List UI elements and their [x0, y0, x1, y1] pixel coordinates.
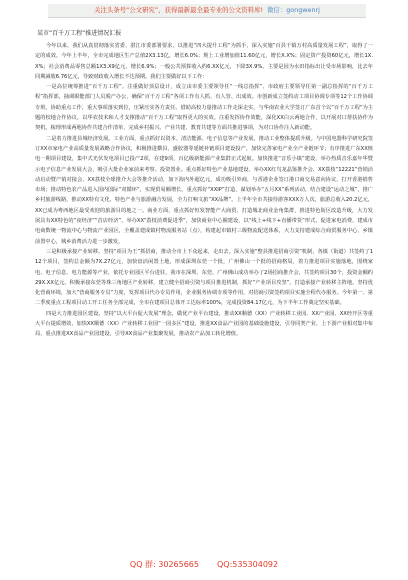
footer-contact	[0, 558, 408, 572]
follow-notice: 关注头条号“公文研究”，获得最新最全最专业的公文资料库!	[94, 6, 264, 14]
paragraph-high-level-coordination: 一是高位统筹推进“百千万工程”。注重做好顶层设计，成立由市委主要领导任“一线总指挥”、市政府主要领导任第一副总指挥的“百千万工程”指挥部，抽调职能部门人员脱产办公，确保“百千万工程”各项工作有人抓、有人管、出成效。市创新成立签约动工项目协调专项等12个工作协调专班，协助重点工作，重大事项落实到位，压紧压实各方责任。借助高校力量推动工作走深走实，与华南农业大学签订广东首个以“百千万工程”为主题的校地合作协议，以华农技术和人才支撑推动“百千万工程”取得更大的实效。注重发挥协作效能，深化XX白云两地合作，以开展对口帮扶协作为契机，梳理形成两地协作共建合作清单，完成乡村振兴、产业共建、教育共建等方面共推进事项，为对口协作注入新动能。	[35, 84, 373, 132]
wechat-id: 微信：gongwenrj	[267, 6, 320, 14]
paragraph-park-construction: 四是大力推进园区建设。坚持“以大平台促大发展”理念，做优产业平台建设，推动XX顺德（XX）产业转移工业园、XX产业园、XX经开区等重大平台提质增效，加快XX顺德（XX）产业转移工业园“一园多区”建设，推进XX食品产业园的基础设施建设，引导同类产业、上下游产业相对集中布局，重点推进XX食品产业园建设，引导XX食品产业集聚发展，推动农产品加工转化增值。	[35, 310, 373, 338]
document-body	[35, 29, 373, 547]
top-banner	[48, 4, 366, 18]
qq-group-number: QQ 群: 30265665	[129, 560, 199, 569]
qq-number: QQ:535304092	[216, 560, 279, 569]
paragraph-county-economy: 二是着力推进县城经济发展。工业方面，重点抓好以资本、清洁能源、电子信息等产业发展，推动工业整体提质升级。与中国电器科学研究院签订XX市家电产业高质量发展战略合作协议，积极推进横县、盛胶器等延链补链项目建设投产，加快完善家电产业全产业链环节；有序推进广东XX核电一期项目建设，集中式光伏发电项目已投产2项，在建9项，百亿级新能源产业集群正式起航。加快推进“音乐小镇”建设，举办热质音乐嘉年华暨示电子信息产业发展大会，吸引大批企业家前来考察、投资置业。重点抓好特色产业基地建设，举办XX红鸟龙晶鉴推介会、XX荔枝“12221”营销活动启动暨产销对接会、XX荔枝全球推介大会等推介活动，加下海内外超亿元，成功吸引外商，与香港企业签订港口商交易意向协议，打开香港销售市场；推动特色农产品进入国内国际“双循环”，实现贸易额增长。重点抓好“XXIP”打造，谋划举办“五月XX”系列活动，结合建设“运动之城”，推广乡村旅游线路，推动XX特有文化、特色产业与旅游融合发展，全力打响文旅“XX品牌”。上半年全市共接待游客XXX万人次，旅游总收入20.2亿元，XX已成为粤西地区最受欢迎的旅游目的地之一。商业方面，重点抓好恒发智能产大商贸、打造城北商业金角集群，推进特色街区改造升级，大力发展具有XX特色的“夜经济”“首店经济”，举办XX“荔枝消费促进季”，加快商业中心圈建设，以“线上+线下+直播带货”形式，促进家电消费，建成市电商数统一物流中心与物流产业园区，全覆盖建成镇村物流服务站（点），构建起市镇村三级物流配送体系，大力支持建成综合商贸服务中心、乡镇前置中心，城乡消费活力进一步激发。	[35, 135, 373, 245]
document-title: 某市“百千万工程”推进情况汇报	[37, 30, 122, 37]
paragraph-industry-transfer: 三是积极承接产业转移。坚持“项目为王”抓招商，推动全市上下众起来，走出去。深入实施“整县推进招商引资”机制，各镇（街道）共签约了112个项目，签约总金额为7X.27亿元，加快盘活闲置土地，形成深圳东莞一个批，广州佛山一个批的招商格局，着力推进项目实施落地，围绕家电、电子信息、电力能源等产业，依托专业园区平台进驻，我市在深圳、东莞、广州佛山成功举办了2场招商推介会，共签约项目30个，投资金额约29X.XX亿元。积极承接东莞等珠三角地区产业转移，建立健全招商引资与项目推进机制，抓好“产业项目攻坚”，打造承接产业转移主阵地。坚持优化营商环境，加大“营商服务专员”力度，发挥项目代办专员作用，企业服务协调专项等作用，对招商引资签约项目实施全程代办服务。今年第一、第二季度重点工程项目动工开工任务全部完成，全市在建项目总体开工达标率100%，完成投资84.17亿元，为下半年工作奠定坚实基础。	[35, 248, 373, 307]
paragraph-intro: 今年以来，我们从真贯彻落实省委、湛江市委部署要求，以推进“四大提升工程”为抓手，深入实施“百县千镇万村高质量发展工程”，取得了一定的成效。今年上半年，全市完成地区生产总值2X3.13亿，增长6.0%；规上工业增加值11.60亿元，增长X.X%；固定资产投资60亿元，增长1X.X%；社会消费品零售总额1X3.X9亿元，增长6.9%；一般公共预算收入约6.XX亿元，下降3X.9%。主要是因为水田指标出让受市场影响，比去年同期减收6.76亿元，导致财政收入增长不达预期。我们主要做好以下工作：	[35, 43, 373, 80]
